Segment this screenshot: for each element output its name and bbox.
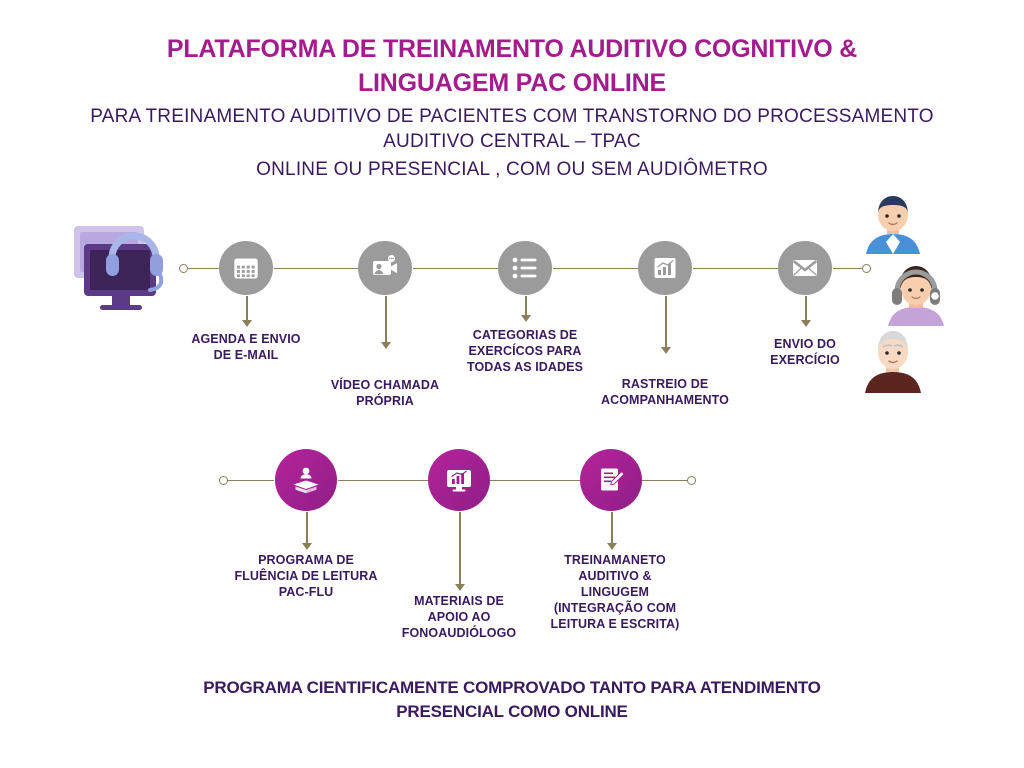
caption-line: ENVIO DO	[774, 337, 836, 351]
monitor-chart-icon	[443, 465, 475, 495]
bar-chart-icon	[651, 255, 679, 281]
row1-drop-arrow	[801, 320, 811, 327]
caption-line: DE E-MAIL	[213, 348, 279, 362]
page-title-line2: LINGUAGEM PAC ONLINE	[357, 69, 667, 97]
open-book-icon	[290, 465, 322, 495]
node-agenda-email[interactable]	[219, 241, 273, 295]
node-envio-exercicio[interactable]	[778, 241, 832, 295]
node-categorias-exercicios[interactable]	[498, 241, 552, 295]
caption-agenda-email	[156, 331, 336, 363]
row1-drop-line	[525, 296, 527, 316]
caption-line: EXERCÍCOS PARA	[468, 344, 582, 358]
node-video-call[interactable]	[358, 241, 412, 295]
caption-categorias-exercicios	[435, 327, 615, 375]
row1-connector-line	[833, 268, 863, 270]
page-subtitle-line3: ONLINE OU PRESENCIAL , COM OU SEM AUDIÔMETRO	[256, 159, 768, 180]
row2-drop-line	[459, 512, 461, 585]
row1-connector-line	[188, 268, 220, 270]
page-subtitle-line2: AUDITIVO CENTRAL – TPAC	[383, 131, 641, 152]
caption-line: PAC-FLU	[278, 585, 334, 599]
row2-end-dot	[687, 476, 696, 485]
caption-treinamento-auditivo-linguagem	[525, 552, 705, 632]
footer-line1: PROGRAMA CIENTIFICAMENTE COMPROVADO TANTO PARA ATENDIMENTO	[203, 678, 821, 697]
row1-drop-arrow	[661, 347, 671, 354]
caption-video-call	[295, 377, 475, 409]
row2-drop-line	[611, 512, 613, 544]
caption-line: CATEGORIAS DE	[472, 328, 578, 342]
row1-drop-arrow	[521, 315, 531, 322]
row2-drop-arrow	[302, 543, 312, 550]
caption-line: APOIO AO	[427, 610, 491, 624]
row2-connector-line	[642, 480, 689, 482]
node-rastreio[interactable]	[638, 241, 692, 295]
caption-line: FLUÊNCIA DE LEITURA	[234, 569, 378, 583]
page-title-line1: PLATAFORMA DE TREINAMENTO AUDITIVO COGNITIVO &	[166, 35, 858, 63]
node-treinamento-auditivo-linguagem[interactable]	[580, 449, 642, 511]
row1-drop-line	[385, 296, 387, 343]
calendar-icon	[232, 254, 260, 282]
row1-drop-line	[665, 296, 667, 348]
caption-rastreio	[575, 376, 755, 408]
person-elder-avatar	[861, 327, 925, 398]
caption-line: ACOMPANHAMENTO	[600, 393, 730, 407]
row1-end-dot	[862, 264, 871, 273]
page-title	[0, 32, 1024, 100]
caption-line: AUDITIVO &	[578, 569, 652, 583]
row1-drop-arrow	[381, 342, 391, 349]
row2-connector-line	[338, 480, 428, 482]
caption-line: MATERIAIS DE	[414, 594, 504, 608]
caption-line: PROGRAMA DE	[258, 553, 354, 567]
person-woman-headphones-avatar	[876, 264, 956, 331]
row1-connector-line	[693, 268, 779, 270]
caption-line: (INTEGRAÇÃO COM LEITURA E ESCRITA)	[550, 601, 680, 631]
row1-connector-line	[553, 268, 639, 270]
row1-connector-line	[413, 268, 499, 270]
caption-line: RASTREIO DE	[621, 377, 709, 391]
row2-connector-line	[490, 480, 580, 482]
video-call-icon	[370, 254, 400, 282]
caption-line: LINGUGEM	[580, 585, 650, 599]
row2-start-dot	[219, 476, 228, 485]
caption-line: PRÓPRIA	[356, 394, 414, 408]
row1-drop-line	[246, 296, 248, 321]
row2-connector-line	[228, 480, 274, 482]
node-materiais-apoio[interactable]	[428, 449, 490, 511]
caption-line: VÍDEO CHAMADA	[330, 378, 440, 392]
row1-drop-line	[805, 296, 807, 321]
caption-line: AGENDA E ENVIO	[191, 332, 301, 346]
row2-drop-line	[306, 512, 308, 544]
row2-drop-arrow	[607, 543, 617, 550]
caption-line: TODAS AS IDADES	[466, 360, 584, 374]
row1-drop-arrow	[242, 320, 252, 327]
envelope-icon	[790, 256, 820, 280]
caption-line: FONOAUDIÓLOGO	[401, 626, 517, 640]
row2-drop-arrow	[455, 584, 465, 591]
person-boy-avatar	[862, 192, 924, 259]
caption-line: EXERCÍCIO	[770, 353, 840, 367]
caption-line: TREINAMANETO	[564, 553, 666, 567]
computer-headset-icon	[72, 222, 176, 318]
page-subtitle-line1: PARA TREINAMENTO AUDITIVO DE PACIENTES COM TRANSTORNO DO PROCESSAMENTO	[90, 106, 934, 127]
caption-materiais-apoio	[369, 593, 549, 641]
list-icon	[511, 255, 539, 281]
footer-line2: PRESENCIAL COMO ONLINE	[396, 702, 628, 721]
row1-start-dot	[179, 264, 188, 273]
footer-text	[0, 676, 1024, 724]
page-subtitle	[62, 104, 962, 182]
node-programa-fluencia[interactable]	[275, 449, 337, 511]
document-pencil-icon	[596, 465, 626, 495]
row1-connector-line	[274, 268, 359, 270]
